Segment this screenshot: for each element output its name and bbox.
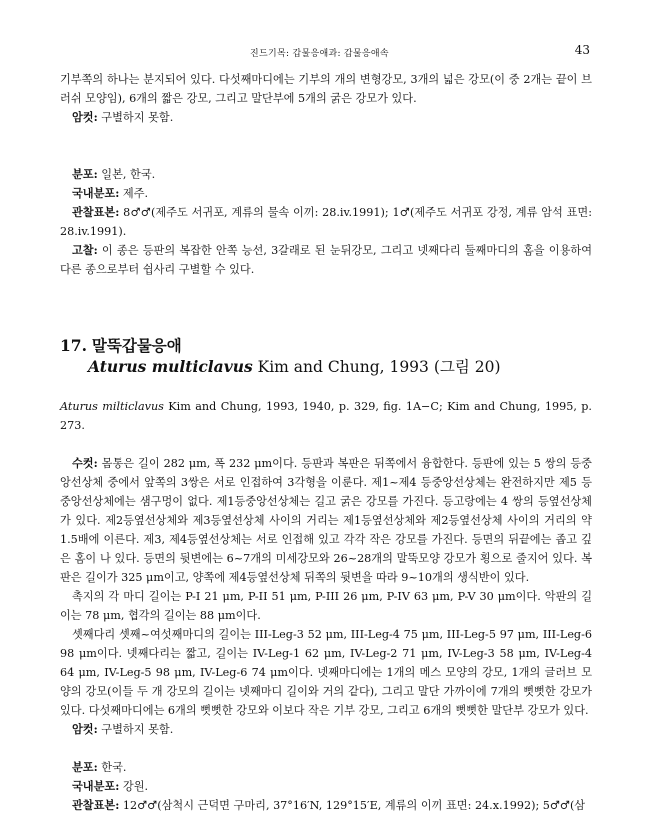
male-label: 수컷:	[72, 456, 98, 470]
species-distribution	[60, 758, 592, 777]
species-specimens-label: 관찰표본:	[72, 798, 120, 812]
species-female-note	[60, 720, 592, 739]
species-female-label: 암컷:	[72, 722, 98, 736]
species-specimens	[60, 796, 592, 815]
species-scientific-heading	[60, 356, 592, 378]
species-korean-name: 말뚝갑물응애	[91, 336, 182, 355]
specimens-label: 관찰표본:	[72, 205, 120, 219]
remarks-text: 이 종은 등판의 복잡한 안쪽 능선, 3갈래로 된 눈뒤강모, 그리고 넷째다리 둘째마디의 홈을 이용하여 다른 종으로부터 쉽사리 구별할 수 있다.	[60, 244, 592, 276]
species-specimens-text: 12♂♂(삼척시 근덕면 구마리, 37°16′N, 129°15′E, 계류의 이끼 표면: 24.x.1992); 5♂♂(삼	[119, 799, 586, 812]
remarks-label: 고찰:	[72, 243, 98, 257]
page-body	[60, 70, 592, 815]
specimens-text: 8♂♂(제주도 서귀포, 계류의 물속 이끼: 28.iv.1991); 1♂(제주도 서귀포 강정, 계류 암석 표면: 28.iv.1991).	[60, 206, 592, 238]
distribution-label: 분포:	[72, 167, 98, 181]
species-number: 17.	[60, 336, 87, 355]
spacer	[60, 378, 592, 397]
distribution	[60, 165, 592, 184]
male-description-text: 몸통은 길이 282 μm, 폭 232 μm이다. 등판과 복판은 뒤쪽에서 융합한다. 등판에 있는 5 쌍의 등중앙선상체 중에서 앞쪽의 3쌍은 서로 인접하여 3각형을 이룬다. 제1~제4 등중앙선상체는 완전하지만 제5 등중앙선상체에는 샘구멍이 없다. 제1등중앙선상체는 길고 굵은 강모를 가진다. 등고랑에는 4 쌍의 등옆선상체가 있다. 제2등옆선상체와 제3등옆선상체 사이의 거리는 제1등옆선상체와 제2등옆선상체 사이의 거리의 약 1.5배에 이른다. 제3, 제4등옆선상체는 서로 인접해 있고 각각 작은 강모를 가진다. 등면의 뒤끝에는 좁고 깊은 홈이 나 있다. 등면의 뒷변에는 6~7개의 미세강모와 26~28개의 말뚝모양 강모가 횡으로 줄지어 있다. 복판은 길이가 325 μm이고, 양쪽에 제4등옆선상체 뒤쪽의 뒷변을 따라 9~10개의 생식반이 있다.	[60, 457, 592, 584]
korea-distribution-label: 국내분포:	[72, 186, 120, 200]
male-description	[60, 454, 592, 587]
korea-distribution	[60, 184, 592, 203]
species-female-text: 구별하지 못함.	[97, 723, 174, 736]
spacer	[60, 127, 592, 165]
leg-measurements: 셋째다리 셋째~여섯째마디의 길이는 III-Leg-3 52 μm, III-Leg-4 75 μm, III-Leg-5 97 μm, III-Leg-6 98 μm이다. 넷째다리는 짧고, 길이는 IV-Leg-1 62 μm, IV-Leg-2 71 μm, IV-Leg-3 58 μm, IV-Leg-4 64 μm, IV-Leg-5 98 μm, IV-Leg-6 74 μm이다. 넷째마디에는 1개의 메스 모양의 강모, 1개의 글러브 모양의 강모(이들 두 개 강모의 길이는 넷째마디 길이와 거의 같다), 그리고 말단 가까이에 7개의 뻣뻣한 강모가 있다. 다섯째마디에는 6개의 뻣뻣한 강모와 이보다 작은 기부 강모, 그리고 6개의 뻣뻣한 말단부 강모가 있다.	[60, 628, 592, 717]
species-scientific-name: Aturus multiclavus	[88, 357, 253, 376]
species-korea-distribution	[60, 777, 592, 796]
distribution-text: 일본, 한국.	[97, 168, 156, 181]
remarks	[60, 241, 592, 279]
spacer	[60, 435, 592, 454]
korea-distribution-text: 제주.	[119, 187, 149, 200]
species-distribution-text: 한국.	[97, 761, 127, 774]
species-korea-distribution-label: 국내분포:	[72, 779, 120, 793]
paragraph-leg5-setae: 기부쪽의 하나는 분지되어 있다. 다섯째마디에는 기부의 개의 변형강모, 3개의 넓은 강모(이 중 2개는 끝이 브러쉬 모양임), 6개의 짧은 강모, 그리고 말단부에 5개의 굵은 강모가 있다.	[60, 73, 592, 105]
female-label: 암컷:	[72, 110, 98, 124]
synonymy-citation	[60, 397, 592, 435]
citation-text: Kim and Chung, 1993, 1940, p. 329, fig. 1A−C; Kim and Chung, 1995, p. 273.	[60, 400, 592, 432]
running-header: 진드기목: 갑물응애과: 갑물응애속	[250, 49, 389, 59]
palp-measurements: 촉지의 각 마디 길이는 P-I 21 μm, P-II 51 μm, P-III 26 μm, P-IV 63 μm, P-V 30 μm이다. 악판의 길이는 78 μm, 협각의 길이는 88 μm이다.	[60, 590, 592, 622]
female-note	[60, 108, 592, 127]
citation-name: Aturus milticlavus	[60, 400, 164, 413]
page-number: 43	[574, 43, 590, 57]
species-distribution-label: 분포:	[72, 760, 98, 774]
spacer	[60, 279, 592, 317]
species-korea-distribution-text: 강원.	[119, 780, 149, 793]
specimens	[60, 203, 592, 241]
spacer	[60, 739, 592, 758]
species-heading	[60, 336, 592, 356]
female-text: 구별하지 못함.	[97, 111, 174, 124]
species-author: Kim and Chung, 1993 (그림 20)	[252, 358, 501, 376]
